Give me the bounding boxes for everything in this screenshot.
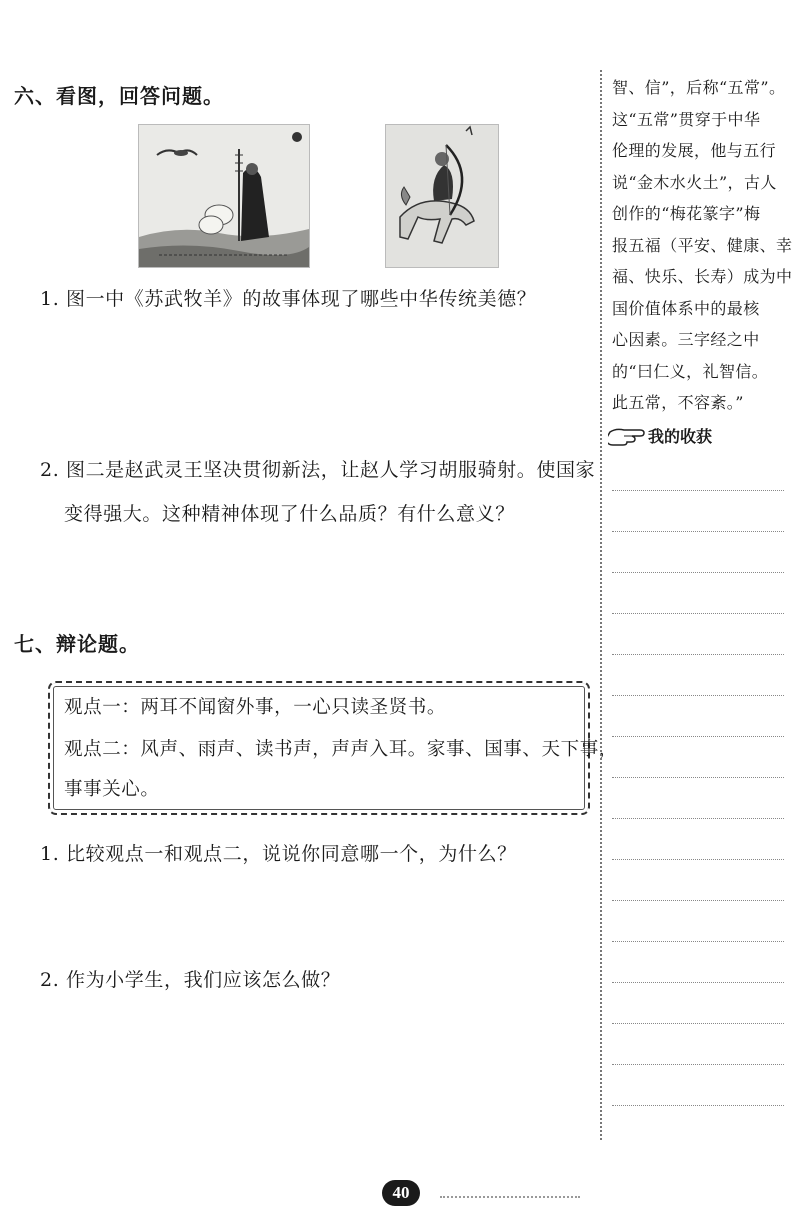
answer-line <box>612 777 784 778</box>
sidebar-line: 福、快乐、长寿）成为中 <box>612 267 793 286</box>
pointing-hand-icon <box>608 422 648 448</box>
answer-line <box>612 695 784 696</box>
sidebar-line: 说“金木水火土”，古人 <box>612 172 777 192</box>
sidebar-line: 的“曰仁义，礼智信。 <box>612 361 769 381</box>
section-seven-heading: 七、辩论题。 <box>14 632 140 656</box>
sidebar-line: 心因素。三字经之中 <box>612 330 760 349</box>
answer-line <box>612 490 784 491</box>
sidebar-line: 国价值体系中的最核 <box>612 298 760 318</box>
sidebar-line: 报五福（平安、健康、幸 <box>612 235 793 255</box>
answer-line <box>612 941 784 942</box>
answer-line <box>612 818 784 819</box>
su-wu-painting-image <box>138 124 310 268</box>
answer-line <box>612 613 784 614</box>
sidebar-line: 伦理的发展，他与五行 <box>612 141 777 160</box>
sidebar-line: 此五常，不容紊。” <box>612 393 744 412</box>
section-six-question-2-line-2: 变得强大。这种精神体现了什么品质？有什么意义？ <box>64 503 515 525</box>
sidebar-line: 这“五常”贯穿于中华 <box>612 109 761 129</box>
sidebar-line: 创作的“梅花篆字”梅 <box>612 204 761 223</box>
viewpoint-two-line-2: 事事关心。 <box>64 779 160 800</box>
answer-line <box>612 654 784 655</box>
section-seven-question-1: 1. 比较观点一和观点二，说说你同意哪一个，为什么？ <box>40 843 517 865</box>
debate-viewpoints-box <box>48 681 618 815</box>
footer-decoration <box>440 1196 580 1198</box>
answer-line <box>612 1023 784 1024</box>
king-wuling-archer-image <box>385 124 499 268</box>
my-harvest-label: 我的收获 <box>648 426 713 446</box>
section-seven-question-2: 2. 作为小学生，我们应该怎么做？ <box>40 969 341 991</box>
answer-line <box>612 531 784 532</box>
answer-line <box>612 572 784 573</box>
sidebar-reading-text <box>612 72 792 419</box>
answer-line <box>612 859 784 860</box>
answer-line <box>612 900 784 901</box>
answer-line <box>612 1105 784 1106</box>
answer-line <box>612 1064 784 1065</box>
viewpoint-one: 观点一：两耳不闻窗外事，一心只读圣贤书。 <box>64 697 447 718</box>
viewpoint-two-line-1: 观点二：风声、雨声、读书声，声声入耳。家事、国事、天下事， <box>64 739 618 760</box>
section-six-question-1: 1. 图一中《苏武牧羊》的故事体现了哪些中华传统美德？ <box>40 288 537 310</box>
sidebar-divider <box>600 70 602 1140</box>
section-six-question-2-line-1: 2. 图二是赵武灵王坚决贯彻新法，让赵人学习胡服骑射。使国家 <box>40 459 596 481</box>
answer-line <box>612 736 784 737</box>
my-harvest-header <box>608 420 712 450</box>
sidebar-line: 智、信”，后称“五常”。 <box>612 78 786 97</box>
page-number: 40 <box>382 1180 420 1206</box>
section-six-heading: 六、看图，回答问题。 <box>14 84 224 108</box>
answer-line <box>612 982 784 983</box>
